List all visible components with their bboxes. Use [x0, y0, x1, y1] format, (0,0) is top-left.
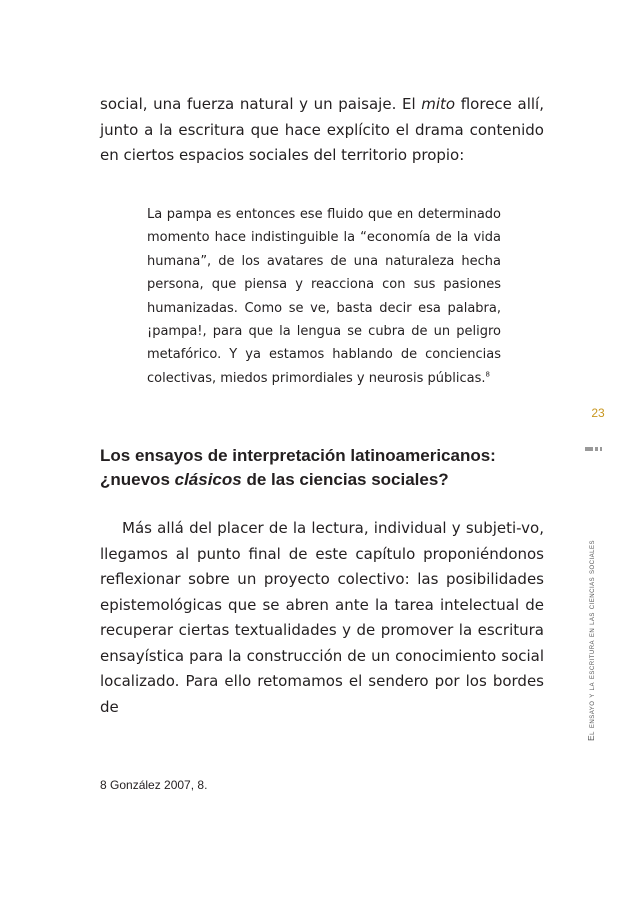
paragraph-text: social, una fuerza natural y un paisaje. El [100, 95, 422, 113]
margin-rule-mark [585, 447, 602, 451]
rule-segment [585, 447, 593, 451]
footnote: 8 González 2007, 8. [100, 778, 208, 792]
opening-paragraph [100, 92, 544, 169]
body-paragraph: Más allá del placer de la lectura, individual y subjeti-vo, llegamos al punto final de este capítulo proponiéndonos reflexionar sobre un proyecto colectivo: las posibilidades epistemológicas que se abren ante la tarea intelectual de recuperar ciertas textualidades y de promover la escritura ensayística para la construcción de un conocimiento social localizado. Para ello retomamos el sendero por los bordes de [100, 519, 544, 716]
page-number: 23 [591, 406, 605, 420]
rule-segment [600, 447, 602, 451]
footnote-reference: 8 [485, 370, 490, 379]
heading-emphasis: clásicos [174, 469, 242, 489]
heading-text: de las ciencias sociales? [241, 469, 449, 489]
paragraph-emphasis: mito [421, 95, 456, 113]
block-quote [147, 203, 501, 390]
paragraph-text: florece allí, junto a la escritura que hace explícito el drama contenido en ciertos espacios sociales del territorio propio: [100, 95, 544, 164]
quote-text: La pampa es entonces ese fluido que en determinado momento hace indistinguible la “economía de la vida humana”, de los avatares de una naturaleza hecha persona, que piensa y reacciona con sus pasiones humanizadas. Como se ve, basta decir esa palabra, ¡pampa!, para que la lengua se cubra de un peligro metafórico. Y ya estamos hablando de conciencias colectivas, miedos primordiales y neurosis públicas. [147, 207, 501, 386]
heading-line-1: Los ensayos de interpretación latinoamericanos: [100, 446, 496, 465]
rule-segment [595, 447, 598, 451]
section-heading [100, 444, 550, 491]
heading-text: ¿nuevos [100, 469, 175, 489]
running-title [586, 540, 596, 741]
running-title-text: El ensayo y la escritura en las ciencias sociales [586, 540, 596, 741]
